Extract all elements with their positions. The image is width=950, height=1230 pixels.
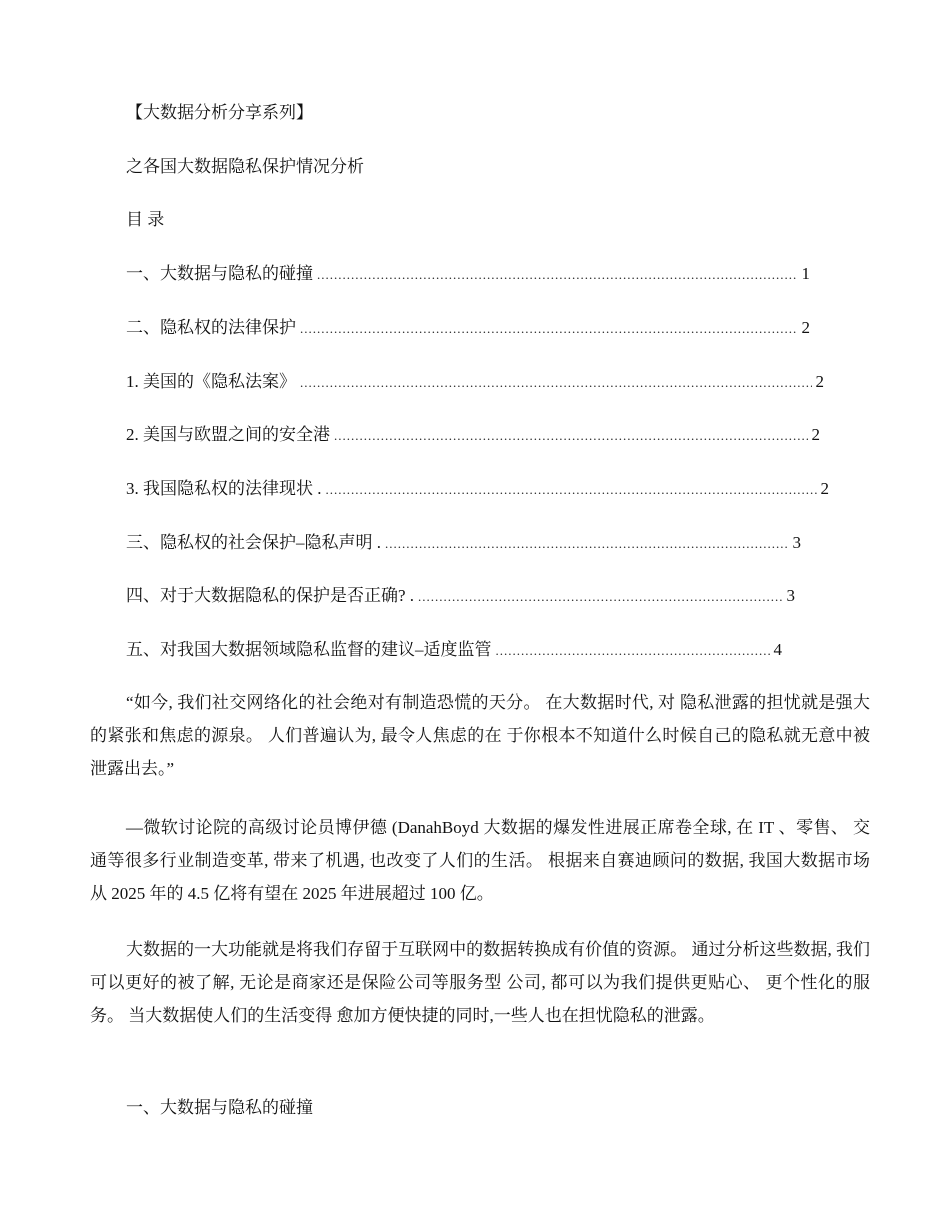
toc-entry-page: 2: [811, 425, 820, 444]
toc-leader-dots: [334, 426, 808, 446]
toc-heading: 目 录: [126, 210, 165, 229]
toc-entry[interactable]: [126, 640, 782, 661]
toc-entry-label: 二、隐私权的法律保护: [126, 318, 296, 337]
toc-entry[interactable]: [126, 479, 829, 500]
toc-entry-page: 2: [820, 479, 829, 498]
toc-leader-dots: [496, 641, 770, 661]
attribution-paragraph: —微软讨论院的高级讨论员博伊德 (DanahBoyd 大数据的爆发性进展正席卷全球, 在 IT 、零售、 交通等很多行业制造变革, 带来了机遇, 也改变了人们的生活。 根据来自赛迪顾问的数据, 我国大数据市场 从 2025 年的 4.5 亿将有望在 2025 年进展超过 100 亿。: [90, 818, 870, 903]
section-heading: 一、大数据与隐私的碰撞: [126, 1098, 313, 1117]
toc-entry[interactable]: [126, 533, 801, 554]
body-paragraph: 大数据的一大功能就是将我们存留于互联网中的数据转换成有价值的资源。 通过分析这些数据, 我们可以更好的被了解, 无论是商家还是保险公司等服务型 公司, 都可以为我们提供更贴心、 更个性化的服务。 当大数据使人们的生活变得 愈加方便快捷的同时,一些人也在担忧隐私的泄露。: [90, 940, 870, 1025]
toc-entry-label: 五、对我国大数据领域隐私监督的建议–适度监管: [126, 640, 492, 659]
toc-leader-dots: [300, 319, 798, 339]
toc-leader-dots: [326, 480, 817, 500]
toc-entry-label: 三、隐私权的社会保护–隐私声明 .: [126, 533, 381, 552]
toc-entry[interactable]: [126, 425, 820, 446]
series-title: 【大数据分析分享系列】: [126, 103, 313, 122]
toc-leader-dots: [418, 587, 782, 607]
toc-entry[interactable]: [126, 586, 795, 607]
toc-entry[interactable]: [126, 318, 810, 339]
toc-entry-label: 四、对于大数据隐私的保护是否正确? .: [126, 586, 415, 605]
toc-entry-label: 一、大数据与隐私的碰撞: [126, 264, 313, 283]
document-subtitle: 之各国大数据隐私保护情况分析: [126, 157, 364, 176]
toc-entry-page: 2: [801, 318, 810, 337]
toc-leader-dots: [300, 373, 812, 393]
toc-entry[interactable]: [126, 372, 824, 393]
toc-entry-page: 3: [786, 586, 795, 605]
toc-entry-page: 4: [773, 640, 782, 659]
toc-entry-page: 1: [801, 264, 810, 283]
toc-entry-page: 3: [792, 533, 801, 552]
toc-entry-label: 3. 我国隐私权的法律现状 .: [126, 479, 322, 498]
toc-leader-dots: [385, 534, 789, 554]
toc-entry[interactable]: [126, 264, 810, 285]
quote-paragraph: “如今, 我们社交网络化的社会绝对有制造恐慌的天分。 在大数据时代, 对 隐私泄露的担忧就是强大的紧张和焦虑的源泉。 人们普遍认为, 最令人焦虑的在 于你根本不知道什么时候自己的隐私就无意中被泄露出去。”: [90, 693, 870, 778]
toc-entry-page: 2: [815, 372, 824, 391]
toc-entry-label: 1. 美国的《隐私法案》: [126, 372, 296, 391]
toc-entry-label: 2. 美国与欧盟之间的安全港: [126, 425, 330, 444]
toc-leader-dots: [317, 265, 798, 285]
